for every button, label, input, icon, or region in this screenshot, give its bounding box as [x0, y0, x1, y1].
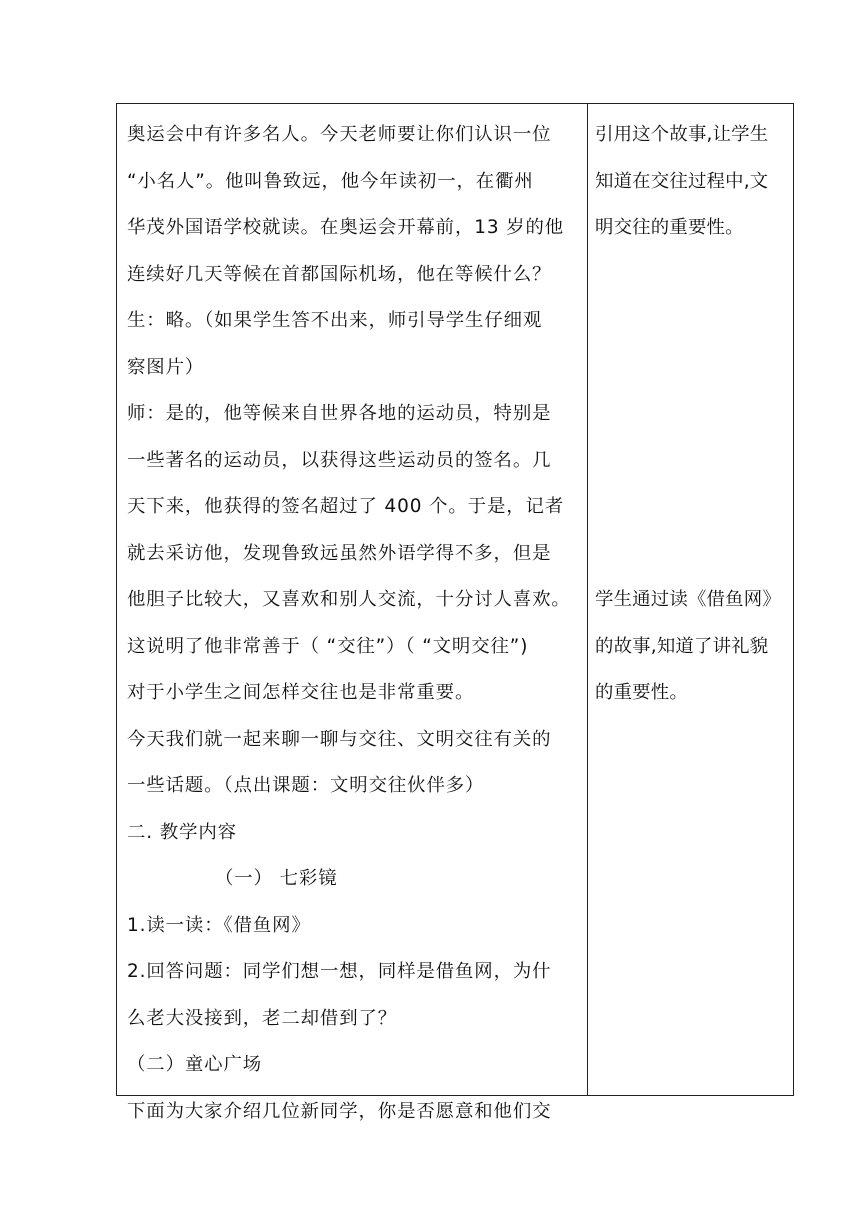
subsection-heading: （一） 七彩镜: [215, 868, 338, 889]
note-line: 的重要性。: [595, 682, 688, 703]
paragraph-line: 一些话题。（点出课题：文明交往伙伴多）: [127, 775, 485, 796]
note-line: 的故事,知道了讲礼貌: [595, 635, 769, 657]
paragraph-line: 他胆子比较大，又喜欢和别人交流，十分讨人喜欢。: [127, 589, 571, 610]
paragraph-line: 对于小学生之间怎样交往也是非常重要。: [127, 682, 475, 703]
paragraph-line: 连续好几天等候在首都国际机场，他在等候什么？: [127, 263, 552, 285]
note-line: 学生通过读《借鱼网》: [595, 589, 781, 610]
paragraph-line: 察图片）: [127, 356, 205, 378]
paragraph-line: 这说明了他非常善于（ “交往”）（ “文明交往”): [127, 635, 529, 657]
lesson-plan-table: [116, 103, 794, 1122]
design-intent-column: [589, 104, 795, 717]
paragraph-line: 华茂外国语学校就读。在奥运会开幕前，13 岁的他: [127, 217, 565, 238]
paragraph-line: 天下来，他获得的签名超过了 400 个。于是，记者: [127, 496, 565, 517]
paragraph-line: 生：略。（如果学生答不出来，师引导学生仔细观: [127, 310, 543, 331]
paragraph-line: 师：是的，他等候来自世界各地的运动员，特别是: [127, 403, 552, 424]
paragraph-line: 2.回答问题：同学们想一想，同样是借鱼网，为什: [127, 961, 552, 982]
notes-spacer: [595, 252, 789, 578]
paragraph-line: 1.读一读：《借鱼网》: [127, 914, 311, 936]
section-heading: 二. 教学内容: [127, 821, 237, 843]
paragraph-line: 就去采访他，发现鲁致远虽然外语学得不多，但是: [127, 542, 552, 564]
note-line: 知道在交往过程中,文: [595, 170, 769, 192]
paragraph-line: 一些著名的运动员，以获得这些运动员的签名。几: [127, 449, 552, 471]
paragraph-line: 么老大没接到，老二却借到了？: [127, 1007, 398, 1029]
teaching-process-column: [117, 104, 587, 1135]
subsection-heading: （二）童心广场: [127, 1054, 263, 1075]
paragraph-line: 奥运会中有许多名人。今天老师要让你们认识一位: [127, 124, 552, 145]
paragraph-line: 下面为大家介绍几位新同学，你是否愿意和他们交: [127, 1100, 552, 1122]
note-line: 引用这个故事,让学生: [595, 124, 769, 145]
paragraph-line: “小名人”。他叫鲁致远，他今年读初一，在衢州: [127, 170, 534, 192]
note-line: 明交往的重要性。: [595, 217, 744, 238]
column-divider: [587, 104, 588, 1095]
paragraph-line: 今天我们就一起来聊一聊与交往、文明交往有关的: [127, 728, 552, 750]
